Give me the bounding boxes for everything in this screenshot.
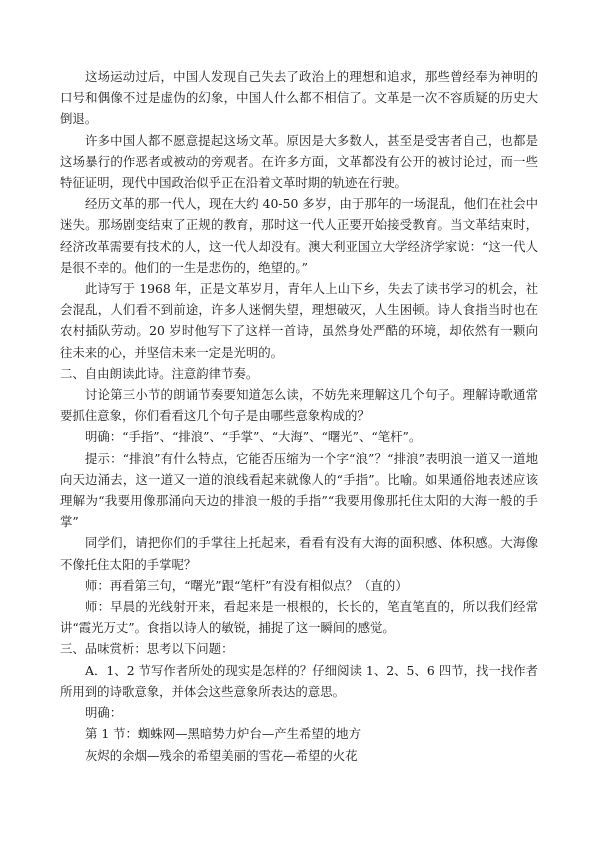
paragraph-poem-background: 此诗写于 1968 年，正是文革岁月，青年人上山下乡，失去了读书学习的机会，社会混乱，人们看不到前途，许多人迷惘失望，理想破灭，人生困顿。诗人食指当时也在农村插队劳动。20 岁时他写下了这样一首诗，虽然身处严酷的环境，却依然有一颗向往未来的心，并坚信未来一定是光明的。 — [60, 281, 538, 360]
paragraph-reluctance-to-discuss: 许多中国人都不愿意提起这场文革。原因是大多数人，甚至是受害者自己，也都是这场暴行的作恶者或被动的旁观者。在许多方面，文革都没有公开的被讨论过，而一些特征证明，现代中国政治似乎正在沿着文革时期的轨迹在行驶。 — [60, 132, 538, 191]
paragraph-teacher-question: 师：再看第三句，“曙光”跟“笔杆”有没有相似点？（直的） — [85, 577, 408, 593]
paragraph-stanza-1-imagery-cont: 灰烬的余烟—残余的希望美丽的雪花—希望的火花 — [85, 747, 358, 763]
section-heading-appreciation: 三、品味赏析：思考以下问题： — [60, 641, 234, 657]
paragraph-cultural-revolution-aftermath: 这场运动过后，中国人发现自己失去了政治上的理想和追求，那些曾经奉为神明的口号和偶像不过是虚伪的幻象，中国人什么都不相信了。文革是一次不容质疑的历史大倒退。 — [60, 69, 538, 127]
paragraph-teacher-explanation: 师：早晨的光线射开来，看起来是一根根的，长长的，笔直笔直的，所以我们经常讲“霞光万丈”。食指以诗人的敏锐，捕捉了这一瞬间的感觉。 — [60, 599, 538, 636]
paragraph-discussion-prompt: 讨论第三小节的朗诵节奏要知道怎么读，不妨先来理解这几个句子。理解诗歌通常要抓住意象，你们看看这几个句子是由哪些意象构成的？ — [60, 387, 538, 424]
paragraph-question-a: A．1、2 节写作者所处的现实是怎样的？仔细阅读 1、2、5、6 四节，找一找作者所用到的诗歌意象，并体会这些意象所表达的意思。 — [60, 662, 538, 699]
document-page — [60, 66, 538, 766]
paragraph-stanza-1-imagery: 第 1 节：蜘蛛网—黑暗势力炉台—产生希望的地方 — [85, 726, 361, 742]
section-heading-reading: 二、自由朗读此诗。注意韵律节奏。 — [60, 365, 259, 381]
paragraph-hand-exercise: 同学们，请把你们的手掌往上托起来，看看有没有大海的面积感、体积感。大海像不像托住太阳的手掌呢？ — [60, 535, 538, 572]
paragraph-lost-generation: 经历文革的那一代人，现在大约 40-50 多岁，由于那年的一场混乱，他们在社会中迷失。那场剧变结束了正规的教育，那时这一代人正要开始接受教育。当文革结束时，经济改革需要有技术的人，这一代人却没有。澳大利亚国立大学经济学家说：“这一代人是很不幸的。他们的一生是悲伤的，绝望的。” — [60, 196, 538, 275]
paragraph-imagery-answer: 明确：“手指”、“排浪”、“手掌”、“大海”、“曙光”、“笔杆”。 — [85, 429, 422, 445]
paragraph-hint: 提示：“排浪”有什么特点，它能否压缩为一个字“浪”？“排浪”表明浪一道又一道地向天边涌去，这一道又一道的浪线看起来就像人的“手指”。比喻。如果通俗地表述应该理解为“我要用像那涌向天边的排浪一般的手指”“我要用像那托住太阳的大海一般的手掌” — [60, 450, 538, 530]
paragraph-answer-label: 明确： — [85, 705, 123, 721]
